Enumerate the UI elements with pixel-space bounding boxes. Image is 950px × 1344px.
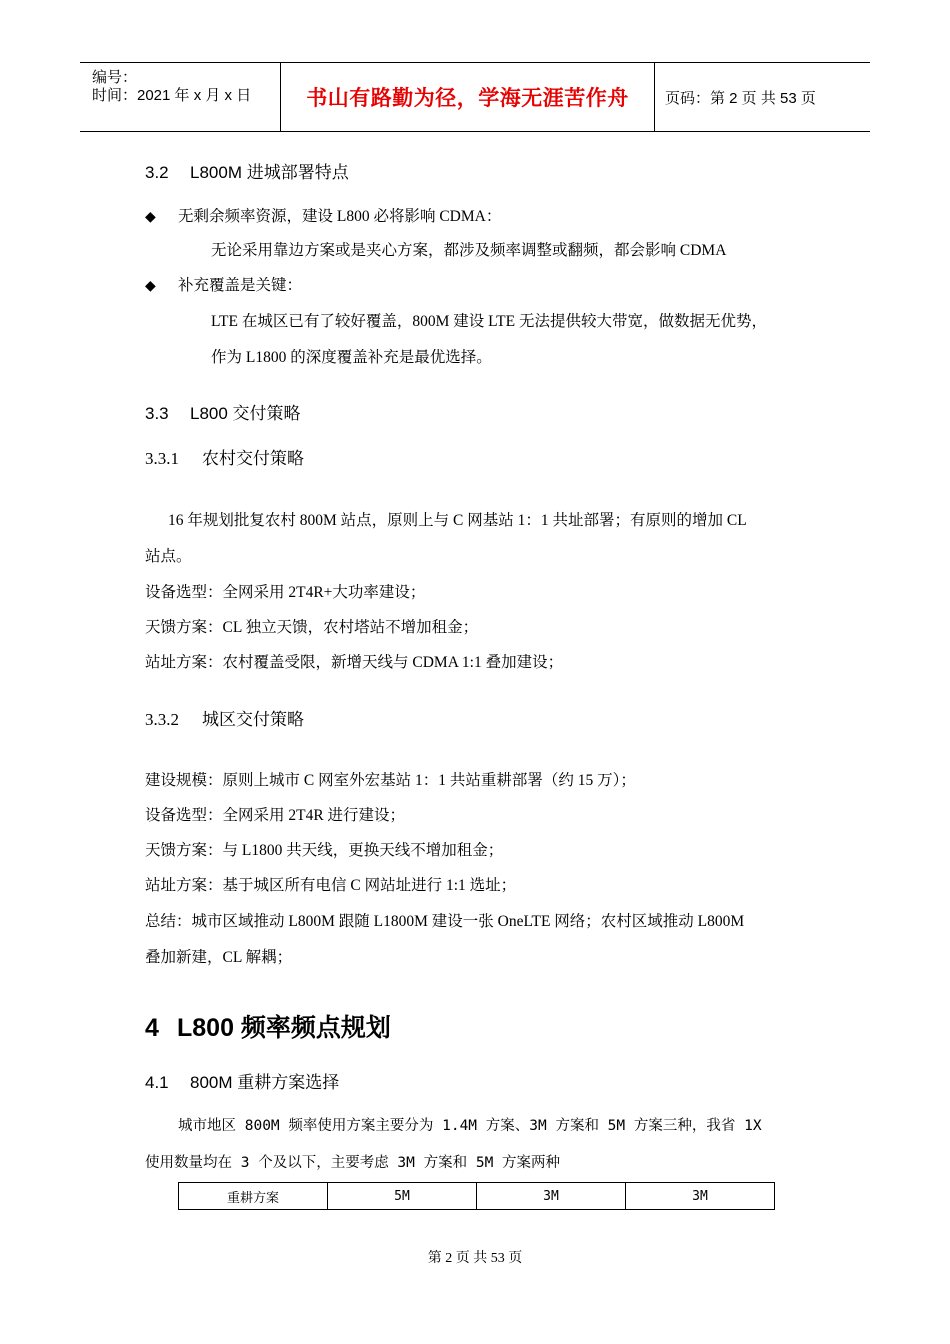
rural-equipment: 设备选型：全网采用 2T4R+大功率建设； <box>145 584 426 601</box>
bullet-item-1 <box>145 204 501 226</box>
section-heading-3-3 <box>145 399 301 424</box>
document-time-label: 时间：2021 年 x 月 x 日 <box>92 87 252 104</box>
section-title: 城区交付策略 <box>202 710 304 729</box>
urban-antenna: 天馈方案：与 L1800 共天线，更换天线不增加租金； <box>145 842 504 859</box>
chapter-heading-4 <box>145 1008 391 1044</box>
urban-scale: 建设规模：原则上城市 C 网室外宏基站 1：1 共站重耕部署（约 15 万）； <box>145 772 636 789</box>
urban-site: 站址方案：基于城区所有电信 C 网站址进行 1:1 选址； <box>145 877 517 894</box>
rural-antenna: 天馈方案：CL 独立天馈，农村塔站不增加租金； <box>145 619 479 636</box>
section-title: 农村交付策略 <box>202 449 304 468</box>
summary-line-1: 总结：城市区域推动 L800M 跟随 L1800M 建设一张 OneLTE 网络；农村区域推动 L800M <box>145 913 745 930</box>
section-number: 3.3.1 <box>145 449 179 468</box>
document-number-label: 编号： <box>92 69 138 86</box>
summary-line-2: 叠加新建，CL 解耦； <box>145 949 293 966</box>
diamond-bullet-icon: ◆ <box>145 210 156 225</box>
bullet-2-detail-line-1: LTE 在城区已有了较好覆盖，800M 建设 LTE 无法提供较大带宽，做数据无优势， <box>211 313 767 330</box>
section-number: 3.2 <box>145 163 169 182</box>
section-number: 3.3.2 <box>145 710 179 729</box>
chapter-title: L800 频率频点规划 <box>177 1014 391 1042</box>
rural-paragraph-line-1: 16 年规划批复农村 800M 站点，原则上与 C 网基站 1：1 共址部署；有原则的增加 CL <box>168 512 747 529</box>
rural-site: 站址方案：农村覆盖受限，新增天线与 CDMA 1:1 叠加建设； <box>145 654 564 671</box>
bullet-text: 无剩余频率资源，建设 L800 必将影响 CDMA： <box>178 208 502 225</box>
section-4-1-paragraph-line-2: 使用数量均在 3 个及以下，主要考虑 3M 方案和 5M 方案两种 <box>145 1155 561 1171</box>
section-heading-3-3-2 <box>145 705 304 730</box>
header-page-cell <box>655 63 870 131</box>
section-heading-4-1 <box>145 1068 339 1093</box>
table-cell: 5M <box>328 1183 477 1210</box>
section-4-1-paragraph-line-1: 城市地区 800M 频率使用方案主要分为 1.4M 方案、3M 方案和 5M 方案三种，我省 1X <box>178 1118 762 1134</box>
chapter-number: 4 <box>145 1014 159 1042</box>
rural-paragraph-line-2: 站点。 <box>145 548 192 565</box>
table-row <box>179 1183 775 1210</box>
bullet-1-detail: 无论采用靠边方案或是夹心方案，都涉及频率调整或翻频，都会影响 CDMA <box>211 242 727 259</box>
section-title: L800M 进城部署特点 <box>190 163 349 182</box>
refarming-scheme-table <box>178 1182 775 1210</box>
header-meta-cell <box>80 63 280 131</box>
bullet-text: 补充覆盖是关键： <box>178 277 303 294</box>
header-page-info: 页码：第 2 页 共 53 页 <box>665 89 816 107</box>
table-cell: 重耕方案 <box>179 1183 328 1210</box>
section-heading-3-2 <box>145 158 349 183</box>
header-motto: 书山有路勤为径，学海无涯苦作舟 <box>306 87 629 110</box>
document-header <box>80 62 870 132</box>
table-cell: 3M <box>626 1183 775 1210</box>
section-title: L800 交付策略 <box>190 404 301 423</box>
page-footer: 第 2 页 共 53 页 <box>427 1251 523 1266</box>
header-motto-cell <box>280 63 655 131</box>
section-title: 800M 重耕方案选择 <box>190 1073 340 1092</box>
section-number: 4.1 <box>145 1073 169 1092</box>
bullet-2-detail-line-2: 作为 L1800 的深度覆盖补充是最优选择。 <box>211 349 492 366</box>
bullet-item-2 <box>145 273 302 295</box>
section-number: 3.3 <box>145 404 169 423</box>
diamond-bullet-icon: ◆ <box>145 279 156 294</box>
urban-equipment: 设备选型：全网采用 2T4R 进行建设； <box>145 807 406 824</box>
table-cell: 3M <box>477 1183 626 1210</box>
section-heading-3-3-1 <box>145 444 304 469</box>
